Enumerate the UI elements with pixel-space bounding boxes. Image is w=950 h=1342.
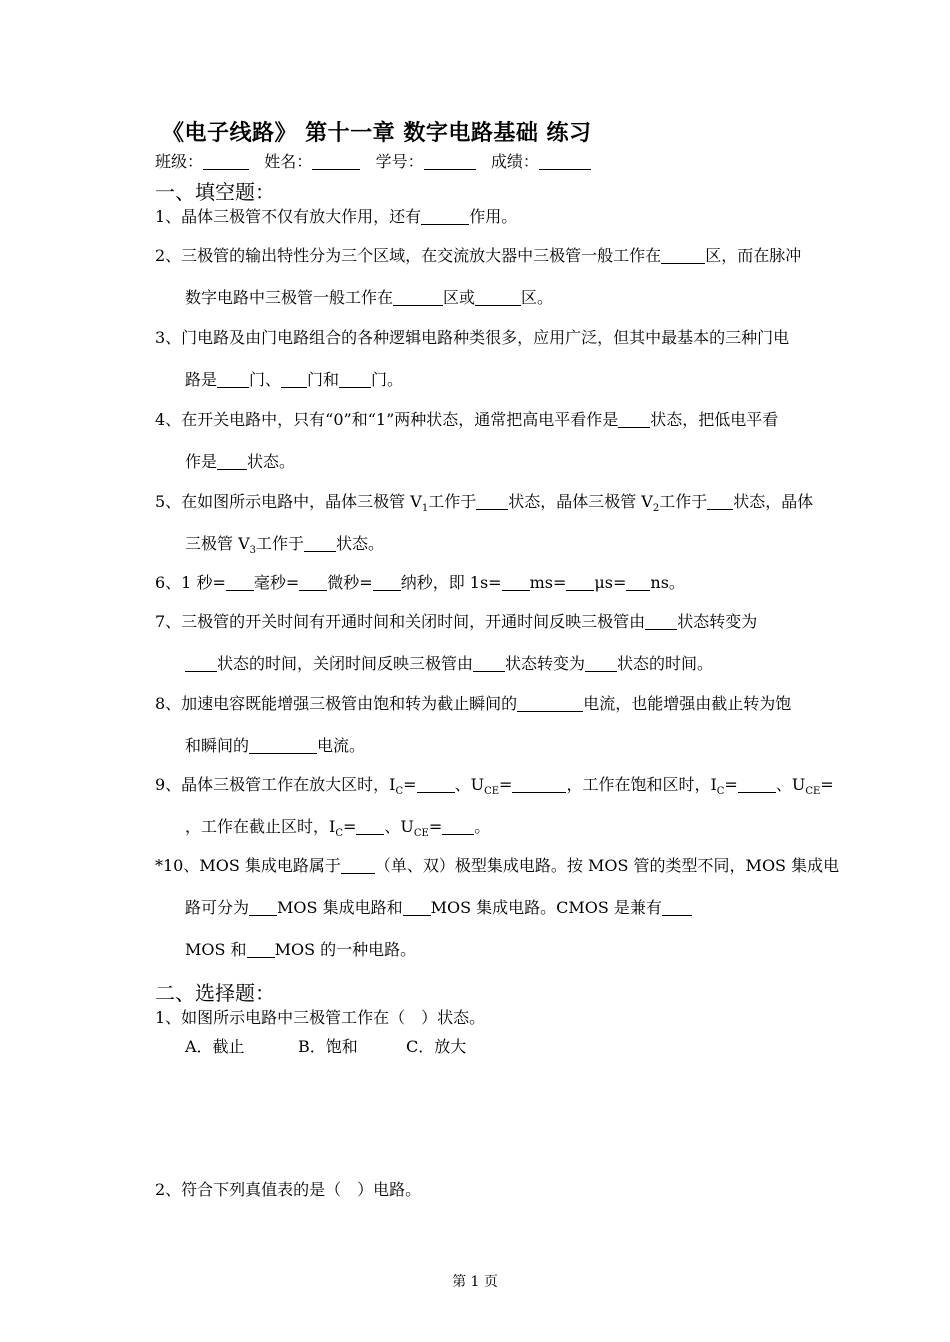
question-choice-1: 1、如图所示电路中三极管工作在（ ）状态。 [155, 1008, 486, 1027]
score-label: 成绩： [490, 152, 539, 171]
question-fill-2-cont: 数字电路中三极管一般工作在 区或 区。 [185, 288, 554, 307]
page-number: 第 1 页 [452, 1274, 498, 1290]
question-fill-3-cont: 路是 门、 门和 门。 [185, 370, 404, 389]
id-blank [424, 153, 476, 170]
question-fill-6: 6、1 秒= 毫秒= 微秒= 纳秒，即 1s= ms= μs= ns。 [155, 573, 685, 592]
option-b: B．饱和 [298, 1037, 358, 1056]
question-fill-1: 1、晶体三极管不仅有放大作用，还有 作用。 [155, 207, 518, 226]
question-choice-1-options [185, 1037, 466, 1057]
question-fill-9: 9、晶体三极管工作在放大区时，$I_C=$ 、$U_{CE}=$ ，工作在饱和区时，$I_C=$ 、$U_{CE}=$ [155, 775, 834, 798]
question-fill-7-cont: 状态的时间，关闭时间反映三极管由 状态转变为 状态的时间。 [185, 654, 713, 674]
class-label: 班级： [155, 152, 204, 171]
option-c: C．放大 [406, 1037, 467, 1056]
page-title: 《电子线路》 第十一章 数字电路基础 练习 [162, 120, 592, 146]
question-fill-10: *10、MOS 集成电路属于 （单、双）极型集成电路。按 MOS 管的类型不同，MOS 集成电 [155, 856, 840, 875]
name-label: 姓名： [264, 152, 313, 171]
section-heading-choice: 二、选择题： [155, 981, 275, 1005]
question-fill-5: 5、在如图所示电路中，晶体三极管 $V_1$工作于 状态，晶体三极管 $V_2$工作于 状态，晶体 [155, 492, 814, 515]
student-info-line [155, 149, 591, 172]
question-fill-2: 2、三极管的输出特性分为三个区域，在交流放大器中三极管一般工作在 区，而在脉冲 [155, 246, 802, 265]
question-fill-8-cont: 和瞬间的 电流。 [185, 736, 366, 755]
question-fill-3: 3、门电路及由门电路组合的各种逻辑电路种类很多，应用广泛，但其中最基本的三种门电 [155, 328, 790, 347]
question-fill-7: 7、三极管的开关时间有开通时间和关闭时间，开通时间反映三极管由 状态转变为 [155, 612, 758, 631]
question-choice-2: 2、符合下列真值表的是（ ）电路。 [155, 1180, 422, 1199]
question-fill-10-cont2: MOS 和 MOS 的一种电路。 [185, 940, 417, 959]
question-fill-5-cont: 三极管 $V_3$工作于 状态。 [185, 534, 385, 557]
question-fill-8: 8、加速电容既能增强三极管由饱和转为截止瞬间的 电流，也能增强由截止转为饱 [155, 694, 792, 713]
question-fill-4-cont: 作是 状态。 [185, 452, 296, 471]
name-blank [312, 153, 360, 170]
question-fill-4: 4、在开关电路中，只有“0”和“1”两种状态，通常把高电平看作是 状态，把低电平看 [155, 410, 779, 429]
option-a: A．截止 [185, 1037, 245, 1056]
question-fill-10-cont: 路可分为 MOS 集成电路和 MOS 集成电路。CMOS 是兼有 [185, 898, 692, 918]
id-label: 学号： [375, 152, 424, 171]
question-fill-9-cont: ，工作在截止区时，$I_C=$ 、$U_{CE}=$ 。 [185, 817, 491, 840]
section-heading-fill: 一、填空题： [155, 180, 275, 204]
score-blank [539, 153, 591, 170]
class-blank [203, 153, 249, 170]
